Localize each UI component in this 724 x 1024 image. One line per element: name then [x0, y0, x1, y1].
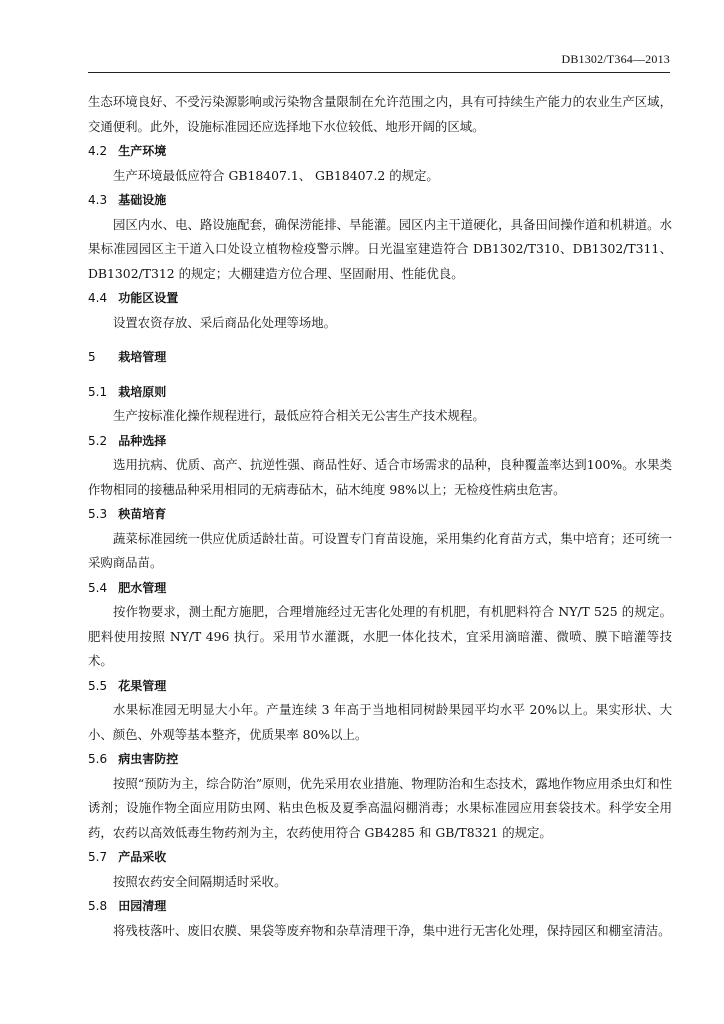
section-title: 肥水管理: [118, 580, 167, 595]
section-number: 4.4: [88, 291, 108, 305]
section-number: 5.3: [88, 507, 108, 521]
paragraph: 将残枝落叶、废旧农膜、果袋等废弃物和杂草清理干净，集中进行无害化处理，保持园区和棚室清洁。: [113, 922, 671, 938]
section-title: 产品采收: [118, 850, 167, 864]
paragraph: 水果标准园无明显大小年。产量连续 3 年高于当地相同树龄果园平均水平 20%以上。果实形状、大小、颜色、外观等基本整齐，优质果率 80%以上。: [88, 702, 672, 742]
section-number: 5.4: [88, 580, 108, 595]
section-heading: [88, 429, 672, 454]
paragraph: 按照“预防为主，综合防治”原则，优先采用农业措施、物理防治和生态技术，露地作物应用杀虫灯和性诱剂；设施作物全面应用防虫网、粘虫色板及夏季高温闷棚消毒；水果标准园应用套袋技术。科学安全用药，农药以高效低毒生物药剂为主，农药使用符合 GB4285 和 GB/T8321 的规定。: [88, 775, 672, 840]
header-divider: [88, 72, 670, 73]
section-number: 4.3: [88, 193, 108, 207]
section-heading: [88, 894, 672, 919]
section-number: 5.7: [88, 850, 108, 864]
section-title: 栽培原则: [118, 384, 167, 399]
section-heading: [88, 845, 672, 870]
section-heading: [88, 286, 672, 311]
section-title: 秧苗培育: [118, 507, 167, 521]
section-heading: [88, 502, 672, 527]
section-heading: [88, 747, 672, 772]
section-number: 5.8: [88, 899, 108, 913]
paragraph: 蔬菜标准园统一供应优质适龄壮苗。可设置专门育苗设施，采用集约化育苗方式，集中培育；还可统一采购商品苗。: [88, 530, 672, 570]
section-number: 5.1: [88, 384, 108, 399]
paragraph: 按照农药安全间隔期适时采收。: [113, 873, 287, 889]
section-number: 5.6: [88, 752, 108, 766]
section-number: 5: [88, 350, 96, 364]
section-number: 5.5: [88, 678, 108, 693]
section-title: 花果管理: [118, 678, 167, 693]
paragraph: 按作物要求，测土配方施肥，合理增施经过无害化处理的有机肥，有机肥料符合 NY/T 525 的规定。肥料使用按照 NY/T 496 执行。采用节水灌溉，水肥一体化技术，宜采用滴暗灌、微喷、膜下暗灌等技术。: [88, 604, 672, 668]
paragraph: 生产环境最低应符合 GB18407.1、 GB18407.2 的规定。: [113, 167, 439, 183]
section-number: 5.2: [88, 433, 108, 448]
document-body: [88, 90, 672, 943]
section-heading: [88, 674, 672, 699]
document-id-header: DB1302/T364—2013: [561, 52, 670, 66]
section-heading: [88, 576, 672, 601]
section-heading: [88, 380, 672, 405]
paragraph: 园区内水、电、路设施配套，确保涝能排、旱能灌。园区内主干道硬化，具备田间操作道和机耕道。水果标准园园区主干道入口处设立植物检疫警示牌。日光温室建造符合 DB1302/T310、DB1302/T311、DB1302/T312 的规定；大棚建造方位合理、坚固耐用、性能优良。: [88, 216, 672, 281]
paragraph: 生产按标准化操作规程进行，最低应符合相关无公害生产技术规程。: [113, 408, 485, 423]
paragraph: 设置农资存放、采后商品化处理等场地。: [113, 314, 337, 330]
section-heading: [88, 139, 672, 164]
section-heading: [88, 188, 672, 213]
paragraph: 生态环境良好、不受污染源影响或污染物含量限制在允许范围之内，具有可持续生产能力的农业生产区域，交通便利。此外，设施标准园还应选择地下水位较低、地形开阔的区域。: [88, 94, 672, 134]
section-title: 栽培管理: [118, 350, 167, 364]
section-title: 基础设施: [118, 193, 167, 207]
section-title: 田园清理: [118, 899, 167, 913]
section-title: 病虫害防控: [118, 752, 179, 766]
section-title: 品种选择: [118, 433, 167, 448]
chapter-heading: [88, 345, 672, 370]
section-title: 生产环境: [118, 144, 167, 158]
paragraph: 选用抗病、优质、高产、抗逆性强、商品性好、适合市场需求的品种，良种覆盖率达到100%。水果类作物相同的接穗品种采用相同的无病毒砧木，砧木纯度 98%以上；无检疫性病虫危害。: [88, 457, 672, 497]
section-title: 功能区设置: [118, 291, 179, 305]
section-number: 4.2: [88, 144, 108, 158]
